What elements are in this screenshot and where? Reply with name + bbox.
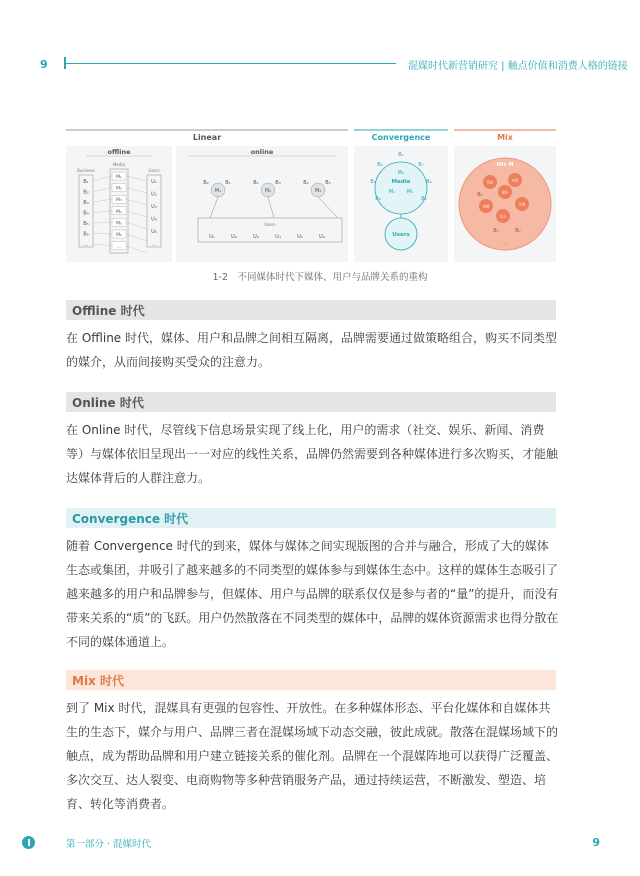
mix-title: Mix M — [496, 162, 514, 168]
mix-more: … — [502, 239, 508, 246]
media-era-figure — [66, 126, 556, 262]
online-media: M₂ — [264, 188, 272, 194]
footer-section-label: 第一部分 · 混媒时代 — [66, 839, 152, 850]
offline-media: … — [116, 244, 122, 250]
conv-media: M₁ — [388, 189, 396, 195]
offline-brand: B₁ — [83, 179, 89, 185]
figure-caption: 1-2 不同媒体时代下媒体、用户与品牌关系的重构 — [212, 272, 428, 283]
label-business: Business — [77, 168, 95, 173]
conv-brand: B₁ — [398, 152, 404, 158]
offline-media: M₂ — [116, 186, 122, 192]
offline-user: U₂ — [151, 191, 157, 198]
footer-info-icon — [22, 836, 35, 849]
online-media: M₃ — [314, 188, 322, 194]
section-online-heading-bar — [66, 392, 556, 412]
label-online: online — [250, 148, 274, 156]
section-mix-heading-bar — [66, 670, 556, 690]
section-offline-heading-bar — [66, 300, 556, 320]
label-mix: Mix — [497, 133, 513, 142]
conv-media: M₂ — [397, 170, 405, 176]
label-linear: Linear — [192, 133, 222, 142]
offline-brand: B₆ — [83, 231, 89, 238]
offline-media: M₅ — [116, 221, 122, 227]
online-user: U₄ — [275, 234, 281, 240]
offline-user: U₅ — [151, 229, 157, 235]
online-brand: B₂ — [303, 180, 309, 186]
offline-brand: B₃ — [83, 200, 89, 206]
online-user: U₆ — [319, 234, 325, 240]
online-user: U₁ — [209, 234, 215, 240]
offline-media: M₄ — [116, 209, 122, 215]
online-brand: B₅ — [325, 180, 331, 186]
section-offline-text: 在 Offline 时代，媒体、用户和品牌之间相互隔离，品牌需要通过做策略组合，购买不同类型的媒介，从而间接购买受众的注意力。 — [66, 331, 558, 369]
mix-tag: 达人 — [499, 214, 507, 219]
mix-tag: 评测 — [518, 202, 526, 207]
mix-tag: 电商 — [511, 178, 519, 183]
conv-brand: B₃ — [370, 179, 376, 185]
online-brand: B₁ — [253, 180, 259, 186]
offline-media: M₃ — [116, 198, 122, 204]
mix-tag: 营直 — [486, 180, 494, 185]
offline-media: M₆ — [116, 233, 122, 238]
mix-tag: 媒体 — [501, 190, 509, 195]
online-user: U₃ — [253, 234, 259, 240]
section-online-heading: Online 时代 — [72, 396, 144, 410]
header-page-number: 9 — [40, 58, 48, 71]
section-online-text: 在 Online 时代，尽管线下信息场景实现了线上化，用户的需求（社交、娱乐、新闻、消费等）与媒体依旧呈现出一一对应的线性关系，品牌仍然需要到各种媒体进行多次购买，才能触达媒体背后的人群注意力。 — [66, 423, 559, 485]
online-media: M₁ — [214, 188, 222, 194]
offline-brand: … — [83, 242, 89, 248]
conv-media-label: Media — [391, 179, 411, 185]
label-convergence: Convergence — [371, 133, 431, 142]
offline-brand: B₄ — [83, 210, 89, 217]
online-brand: B₃ — [275, 180, 281, 186]
footer-page-number: 9 — [592, 836, 600, 849]
header-title: 混媒时代新营销研究 | 触点价值和消费人格的链接 — [408, 61, 628, 72]
mix-tag: 直播 — [482, 204, 490, 209]
section-offline-heading: Offline 时代 — [72, 304, 145, 318]
online-brand: B₂ — [203, 180, 209, 186]
label-users-offline: Users — [148, 168, 160, 173]
conv-brand: B₅ — [421, 196, 427, 202]
section-convergence-heading: Convergence 时代 — [72, 512, 189, 526]
header-rule — [66, 63, 396, 64]
offline-brand: B₅ — [83, 221, 89, 227]
conv-brand: B₆ — [426, 179, 432, 185]
label-offline: offline — [107, 148, 131, 156]
online-user: U₅ — [297, 234, 303, 240]
label-media: Media — [112, 162, 126, 167]
offline-media: M₁ — [116, 175, 122, 180]
online-brand: B₁ — [225, 180, 231, 186]
conv-media: M₃ — [406, 189, 414, 195]
mix-brand: B₂ — [477, 192, 483, 198]
conv-brand: B₇ — [418, 162, 424, 168]
section-mix-text: 到了 Mix 时代，混媒具有更强的包容性、开放性。在多种媒体形态、平台化媒体和自媒体共生的生态下，媒介与用户、品牌三者在混媒场域下动态交融，彼此成就。散落在混媒场域下的触点，成为帮助品牌和用户建立链接关系的催化剂。品牌在一个混媒阵地可以获得广泛覆盖、多次交互、达人裂变、电商购物等多种营销服务产品，通过持续运营，不断激发、塑造、培育、转化等消费者。 — [66, 701, 559, 811]
offline-user: U₁ — [151, 179, 157, 185]
offline-user: U₄ — [151, 216, 157, 223]
online-user: U₂ — [231, 234, 237, 240]
conv-brand: B₄ — [375, 196, 381, 202]
conv-users-label: Users — [392, 232, 410, 238]
conv-brand: B₂ — [377, 162, 383, 168]
section-convergence-text: 随着 Convergence 时代的到来，媒体与媒体之间实现版图的合并与融合，形成了大的媒体生态或集团，并吸引了越来越多的不同类型的媒体参与到媒体生态中。这样的媒体生态吸引了越来越多的用户和品牌参与，但媒体、用户与品牌的联系仅仅是参与者的“量”的提升，而没有带来关系的“质”的飞跃。用户仍然散落在不同类型的媒体中，品牌的媒体资源需求也得分散在不同的媒体通道上。 — [66, 539, 559, 649]
section-convergence-heading-bar — [66, 508, 556, 528]
offline-user: … — [151, 241, 157, 248]
section-mix-heading: Mix 时代 — [72, 674, 124, 688]
label-users-online: Users — [264, 222, 276, 227]
mix-brand: B₇ — [515, 228, 521, 234]
mix-brand: B₃ — [493, 228, 499, 234]
offline-user: U₃ — [151, 204, 157, 210]
offline-brand: B₂ — [83, 189, 89, 196]
